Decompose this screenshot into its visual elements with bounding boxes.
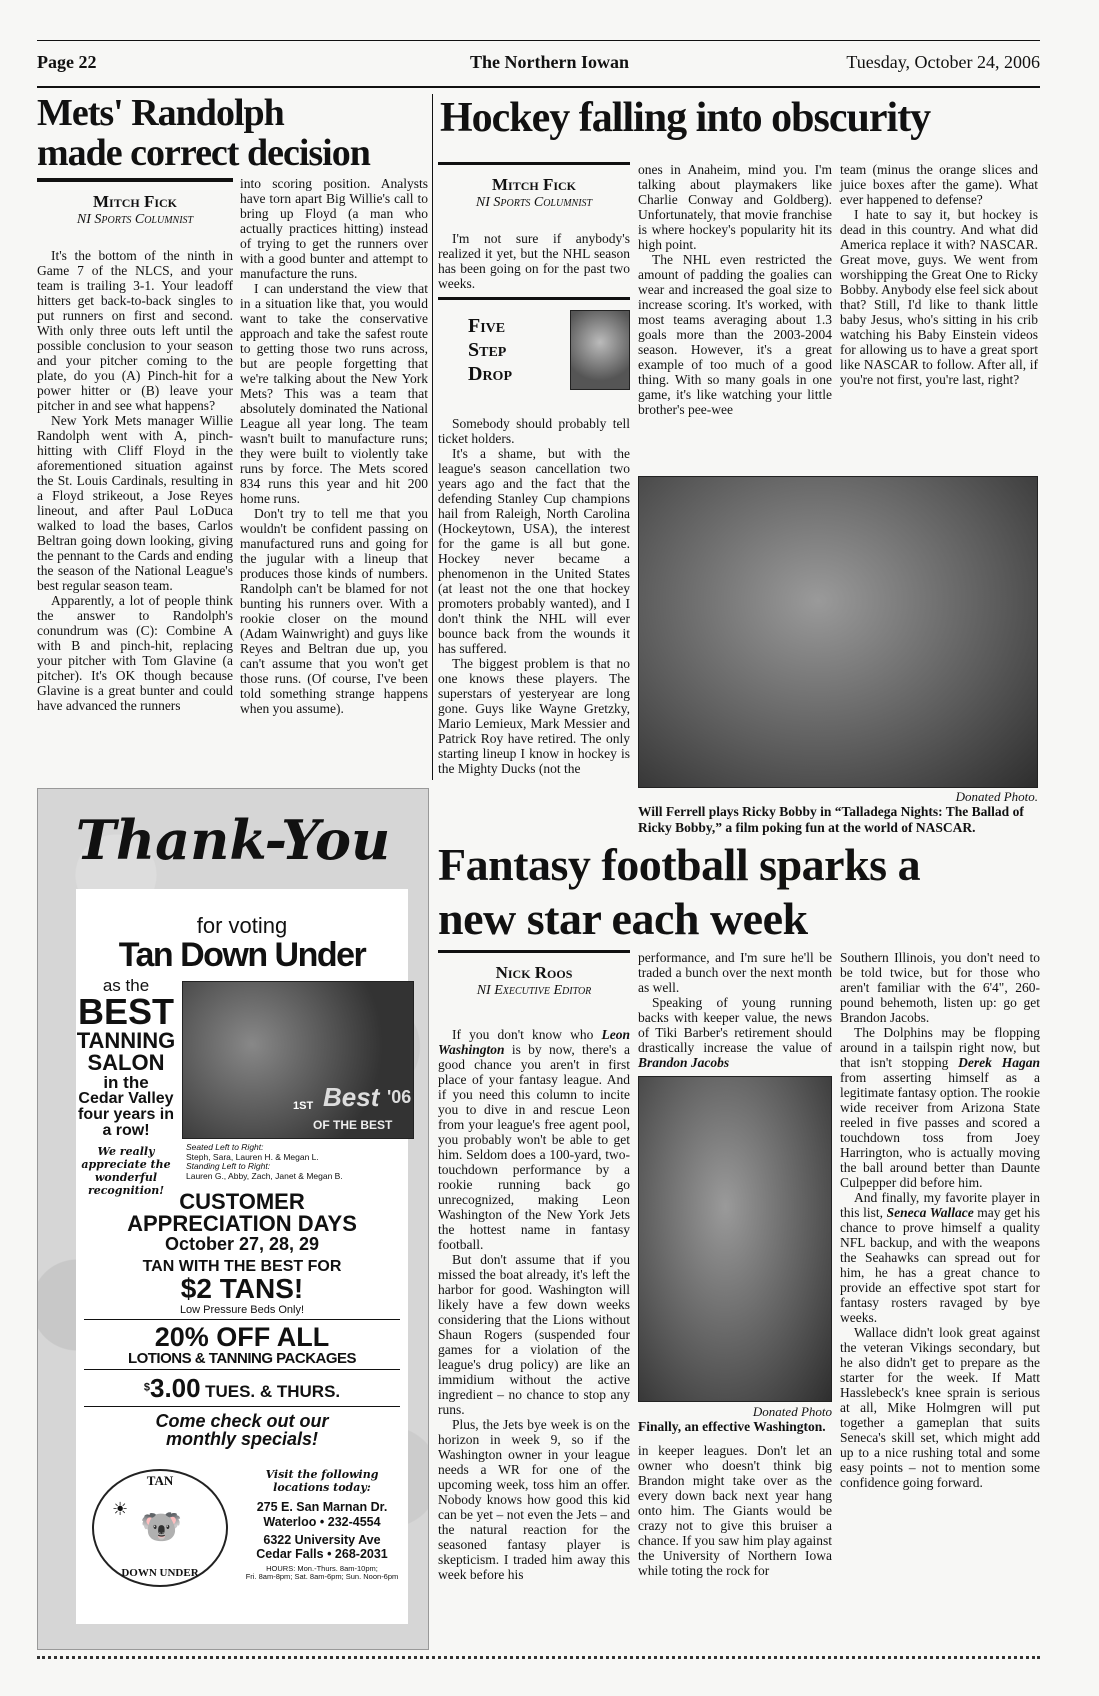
byline-rule: [438, 950, 630, 953]
hockey-headline: Hockey falling into obscurity: [440, 95, 931, 141]
section-rule: [438, 297, 630, 300]
player-name: Seneca Wallace: [886, 1205, 974, 1220]
author-headshot: [570, 310, 630, 390]
ad-customer: CUSTOMER: [179, 1189, 305, 1214]
ad-in-the: in the: [103, 1073, 149, 1092]
ad-badge-year: '06: [387, 1087, 412, 1107]
page-number: Page 22: [37, 52, 97, 72]
paragraph-text: If you don't know who: [452, 1027, 602, 1042]
issue-date: Tuesday, October 24, 2006: [846, 52, 1040, 72]
photo-caption: Finally, an effective Washington.: [638, 1419, 826, 1434]
ad-four-years: four years in: [77, 1106, 175, 1123]
ad-city-1: Waterloo • 232-4554: [263, 1514, 381, 1529]
article-paragraph: [840, 1190, 1040, 1325]
article-paragraph: into scoring position. Analysts have torn apart Big Willie's call to bring up Floyd (a man who actually practices hitting) instead of trying to get the runners over with a good bunter and attempt to manufacture the runs.: [240, 176, 428, 281]
ad-logo-bottom: DOWN UNDER: [121, 1567, 199, 1579]
ad-as-the: as the: [102, 976, 150, 995]
article-paragraph: I'm not sure if anybody's realized it yet, but the NHL season has been going on for the past two weeks.: [438, 231, 630, 291]
author-name: Mitch Fick: [491, 175, 577, 194]
ad-low-pressure: Low Pressure Beds Only!: [179, 1304, 305, 1316]
ad-panel: [76, 889, 412, 1624]
column-divider: [432, 94, 433, 780]
ad-business-name: Tan Down Under: [118, 936, 366, 974]
paragraph-text: may get his chance to prove himself a quality NFL backup, and with the weapons the Seahawks can spread out for him, he has a great chance to provide an effective spot start for fantasy rosters ravaged by bye weeks.: [840, 1205, 1040, 1325]
player-name: Leon Washington: [438, 1027, 630, 1057]
article-paragraph: The NHL even restricted the amount of padding the goalies can wear and increased the goal size to increase scoring. It's worked, with most teams averaging about 1.3 goals more than the 2003-2004 season. However, it's a great example of too much of a good thing. With so many goals in one game, it's like watching your little brother's pee-wee: [638, 252, 832, 417]
mets-column-1: [37, 178, 233, 713]
bottom-dotted-rule: [37, 1656, 1040, 1659]
ad-three-dollar: 3.00: [150, 1373, 201, 1403]
article-paragraph: ones in Anaheim, mind you. I'm talking about playmakers like Charlie Conway and Goldberg). Unfortunately, that movie franchise is where hockey's popularity hit its high point.: [638, 162, 832, 252]
column-name: [438, 314, 512, 386]
hockey-column-3: [840, 162, 1038, 387]
paragraph-text: The Dolphins may be flopping around in a tailspin right now, but that isn't stopping: [840, 1025, 1040, 1070]
ad-standing-names: Lauren G., Abby, Zach, Janet & Megan B.: [186, 1170, 343, 1181]
ad-appreciate: We really appreciate the wonderful recognition!: [81, 1145, 171, 1197]
article-paragraph: Don't try to tell me that you wouldn't be confident passing on manufactured runs and going for the jugular with a lineup that produces those kinds of numbers. Randolph can't be blamed for not bunting his runners over. With a rookie closer on the mound (Adam Wainwright) and guys like Reyes and Beltran due up, you can't assume that you won't get those runs. (Of course, I've been told something strange happens when you assume).: [240, 506, 428, 716]
ad-logo: [92, 1469, 228, 1587]
ad-dollar-sign: $: [143, 1381, 150, 1394]
hockey-column-2: [638, 162, 832, 417]
ad-hours-1: HOURS: Mon.-Thurs. 8am-10pm;: [266, 1563, 378, 1573]
ad-locations: [236, 1469, 408, 1582]
fantasy-column-3: [840, 950, 1040, 1490]
ad-tues-thurs: TUES. & THURS.: [205, 1382, 341, 1401]
nascar-photo: [638, 476, 1038, 788]
byline-rule: [37, 178, 233, 182]
koala-icon: 🐨: [140, 1509, 183, 1546]
ad-staff-photo: [182, 981, 414, 1139]
ad-visit: Visit the following locations today:: [265, 1468, 379, 1494]
ad-address-2: 6322 University Ave: [263, 1533, 381, 1548]
ad-best-salon-block: [72, 977, 180, 1197]
article-paragraph: Southern Illinois, you don't need to be told twice, but for those who aren't familiar with the 6'4", 260-pound behemoth, listen up: go get Brandon Jacobs.: [840, 950, 1040, 1025]
ad-salon: SALON: [87, 1050, 165, 1075]
ad-lotions-packages: LOTIONS & TANNING PACKAGES: [127, 1350, 357, 1367]
article-paragraph: New York Mets manager Willie Randolph went with A, pinch-hitting with Cliff Floyd in the aforementioned situation against the St. Louis Cardinals, resulting in a Floyd strikeout, a Jose Reyes lineout, and after Paul LoDuca walked to load the bases, Carlos Beltran going down looking, giving the pennant to the Cards and ending the season of the National League's best regular season team.: [37, 413, 233, 593]
header-rule: [37, 86, 1040, 88]
article-paragraph: [438, 1027, 630, 1252]
ad-address-1: 275 E. San Marnan Dr.: [256, 1500, 388, 1515]
ad-cedar-valley: Cedar Valley: [78, 1090, 174, 1107]
column-name-word: Drop: [468, 363, 512, 385]
article-paragraph: team (minus the orange slices and juice boxes after the game). What ever happened to defense?: [840, 162, 1038, 207]
photo-caption: Will Ferrell plays Ricky Bobby in “Talladega Nights: The Ballad of Ricky Bobby,” a film poking fun at the world of NASCAR.: [638, 804, 1024, 835]
ad-city-2: Cedar Falls • 268-2031: [256, 1547, 388, 1562]
ad-thank-you: Thank-You: [75, 808, 391, 872]
washington-photo: [638, 1076, 832, 1402]
headline-line: Fantasy football sparks a: [438, 839, 921, 890]
ad-tan-with-best: TAN WITH THE BEST FOR: [142, 1258, 342, 1275]
article-paragraph: Plus, the Jets bye week is on the horizon in week 9, so if the Washington owner in your league needs a WR for one of the upcoming week, toss him an offer. Nobody knows how good this kid can be yet – not even the Jets – and the natural reaction for the seasoned fantasy player is skepticism. I traded him away this week before his: [438, 1417, 630, 1582]
paragraph-text: is by now, there's a good chance you aren't in first place of your fantasy league. And if you need this column to incite you to dive in and rescue Leon from your league's free agent pool, you probably won't be able to get him. Seldom does a 100-yard, two-touchdown performance by a rookie running back go unrecognized, making Leon Washington of the New York Jets the hottest name in fantasy football.: [438, 1042, 630, 1252]
author-title: NI Sports Columnist: [76, 212, 194, 227]
player-name: Derek Hagan: [958, 1055, 1040, 1070]
ad-come-check: Come check out our: [155, 1411, 329, 1431]
hockey-column-1: [438, 162, 630, 776]
ad-seated-label: Seated Left to Right:: [186, 1142, 264, 1152]
top-rule: [37, 40, 1040, 41]
author-name: Mitch Fick: [92, 192, 178, 211]
article-paragraph: I hate to say it, but hockey is dead in this country. And what did America replace it with? NASCAR. Great move, guys. We went from worshipping the Great One to Ricky Bobby. Anybody else feel sick about that? Still, I'd like to thank little baby Jesus, who's sitting in his crib watching his Baby Einstein videos for allowing us to have a great sport like NASCAR to follow. After all, if you're not first, you're last, right?: [840, 207, 1038, 387]
article-paragraph: But don't assume that if you missed the boat already, it's left the harbor for good. Washington will likely have a few down weeks considering that the Lions without Shaun Rogers (suspended four games for a violation of the league's drug policy) are like an immidium without the active ingredient – no chance to stop any runs.: [438, 1252, 630, 1417]
article-paragraph: [638, 995, 832, 1070]
ad-tanning: TANNING: [76, 1028, 176, 1053]
article-paragraph: [840, 1025, 1040, 1190]
photo-credit: Donated Photo: [752, 1404, 832, 1419]
paragraph-text: And finally, my favorite player in this list,: [840, 1190, 1040, 1220]
fantasy-headline: [438, 838, 920, 946]
mets-headline: [37, 94, 427, 174]
ad-two-dollar-tans: $2 TANS!: [180, 1273, 304, 1304]
ad-twenty-off: 20% OFF ALL: [154, 1322, 330, 1352]
ad-appreciation-days: APPRECIATION DAYS: [127, 1211, 357, 1236]
ad-photo-caption: [186, 1143, 343, 1181]
sun-icon: ☀: [112, 1499, 129, 1519]
tan-down-under-ad: [37, 788, 429, 1650]
fantasy-column-2: [638, 950, 832, 1578]
article-paragraph: in keeper leagues. Don't let an owner who doesn't think big Brandon might take over as the every down back next year hang onto him. The Giants would be crazy not to give this bruiser a chance. If you saw him play against the University of Northern Iowa while toting the rock for: [638, 1443, 832, 1578]
mets-column-2: [240, 176, 428, 716]
article-paragraph: The biggest problem is that no one knows these players. The superstars of yesteryear are long gone. Guys like Wayne Gretzky, Mario Lemieux, Mark Messier and Patrick Roy have retired. The only starting lineup I know in hockey is the Mighty Ducks (not the: [438, 656, 630, 776]
photo-credit: Donated Photo.: [955, 789, 1038, 804]
headline-line: Mets' Randolph: [37, 94, 284, 134]
ad-three-dollar-line: [76, 1375, 408, 1401]
ad-a-row: a row!: [102, 1122, 150, 1139]
column-name-word: Step: [468, 339, 507, 361]
five-step-drop-box: [438, 310, 630, 390]
ad-badge-of-the-best: OF THE BEST: [313, 1118, 393, 1132]
ad-best: BEST: [77, 991, 174, 1032]
ad-seated-names: Steph, Sara, Lauren H. & Megan L.: [186, 1151, 319, 1162]
ad-badge-first: 1ST: [293, 1100, 314, 1112]
headline-line: new star each week: [438, 893, 808, 944]
article-paragraph: Somebody should probably tell ticket holders.: [438, 416, 630, 446]
headline-line: made correct decision: [37, 131, 370, 174]
author-title: NI Executive Editor: [476, 983, 592, 998]
byline-rule: [438, 162, 630, 165]
ad-monthly-specials: monthly specials!: [165, 1429, 319, 1449]
player-name: Brandon Jacobs: [638, 1055, 730, 1070]
ad-hours-2: Fri. 8am-8pm; Sat. 8am-6pm; Sun. Noon-6pm: [245, 1572, 399, 1582]
article-paragraph: performance, and I'm sure he'll be traded a bunch over the next month as well.: [638, 950, 832, 995]
ad-badge-best: Best: [323, 1082, 380, 1112]
author-title: NI Sports Columnist: [475, 195, 593, 210]
ad-logo-top: TAN: [146, 1473, 174, 1488]
ad-standing-label: Standing Left to Right:: [186, 1161, 271, 1171]
column-name-word: Five: [468, 315, 506, 337]
paper-name: The Northern Iowan: [469, 52, 629, 72]
article-paragraph: I can understand the view that in a situation like that, you would want to take the conservative approach and take the safest route to getting those two runs across, but are people forgetting that we're talking about the New York Mets? This was a team that absolutely dominated the National League all year long. The team wasn't built to manufacture runs; they were built to violently take runs by force. The Mets scored 834 runs this year and hit 200 home runs.: [240, 281, 428, 506]
ad-dates: October 27, 28, 29: [164, 1234, 320, 1254]
fantasy-column-1: [438, 950, 630, 1582]
article-paragraph: Wallace didn't look great against the veteran Vikings secondary, but he also didn't get to prepare as the starter for the week. If Matt Hasslebeck's knee sprain is serious at all, Mike Holmgren will put together a gameplan that suits Seneca's skill set, which might add up to a nice rushing total and some easy points – not to mention some confidence going forward.: [840, 1325, 1040, 1490]
paragraph-text: from asserting himself as a legitimate fantasy option. The rookie wide receiver from Arizona State reeled in five passes and scored a touchdown toss from Joey Harrington, who is actually moving the ball around better than Daunte Culpepper did before him.: [840, 1070, 1040, 1190]
author-name: Nick Roos: [495, 963, 573, 982]
paragraph-text: Speaking of young running backs with keeper value, the news of Tiki Barber's retirement should drastically increase the value of: [638, 995, 832, 1055]
ad-offers: [76, 1191, 408, 1448]
ad-for-voting: for voting: [196, 913, 288, 938]
article-paragraph: It's the bottom of the ninth in Game 7 of the NLCS, and your team is trailing 3-1. Your leadoff hitters get back-to-back singles to put runners on first and second. With only three outs left until the possible conclusion to your season and your pitcher coming to the plate, do you (A) Pinch-hit for a power hitter or (B) leave your pitcher in and see what happens?: [37, 248, 233, 413]
article-paragraph: It's a shame, but with the league's season cancellation two years ago and the fact that the defending Stanley Cup champions hail from Raleigh, North Carolina (Hockeytown, USA), the interest for the game is all but gone. Hockey never became a phenomenon in the United States (at least not the one that hockey promoters probably wanted), and I don't think the NHL will ever bounce back from the wounds it has suffered.: [438, 446, 630, 656]
article-paragraph: Apparently, a lot of people think the answer to Randolph's conundrum was (C): Combine A with B and pinch-hit, replacing your pitcher with Tom Glavine (a pitcher). It's OK though because Glavine is a great bunter and could have advanced the runners: [37, 593, 233, 713]
